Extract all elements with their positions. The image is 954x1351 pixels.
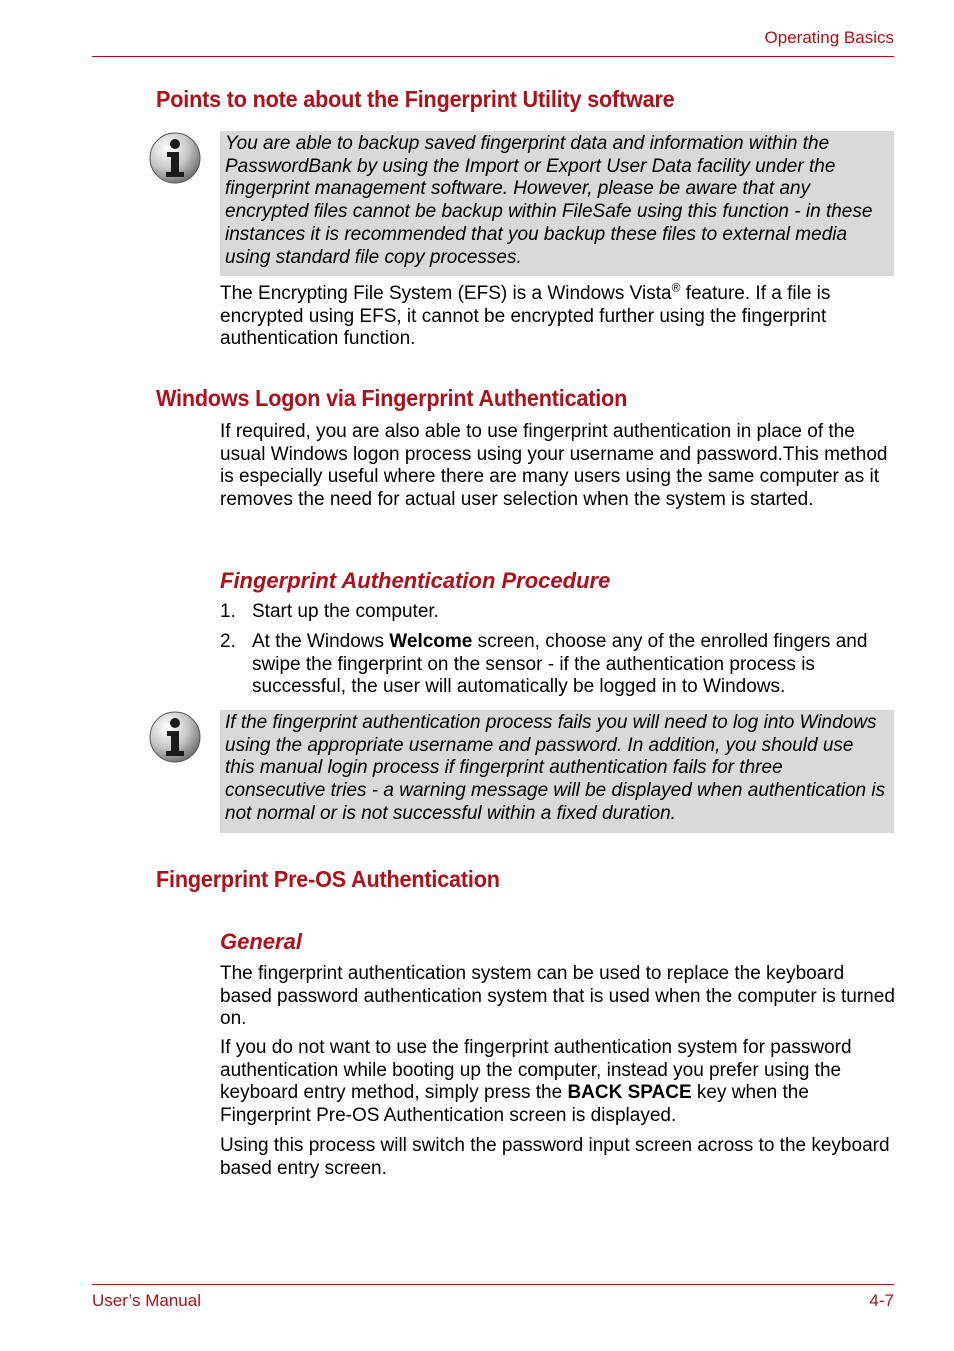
note-login-failure: If the fingerprint authentication process fails you will need to log into Windows using the appropriate username and password. In addition, you should use this manual login process if fingerprint authentication fails for three consecutive tries - a warning message will be displayed when authentication is not normal or is not successful within a fixed duration. bbox=[220, 710, 894, 833]
page-number: 4-7 bbox=[869, 1291, 894, 1310]
list-number: 1. bbox=[220, 601, 236, 622]
list-text: Start up the computer. bbox=[252, 601, 439, 622]
paragraph-preos-1: The fingerprint authentication system can be used to replace the keyboard based password authentication system that is used when the computer is turned on. bbox=[220, 963, 895, 1030]
heading-preos: Fingerprint Pre-OS Authentication bbox=[156, 866, 500, 892]
paragraph-preos-2: If you do not want to use the fingerprint authentication system for password authentication while booting up the computer, instead you prefer using the keyboard entry method, simply press the BACK SPACE key when the Fingerprint Pre-OS Authentication screen is displayed. bbox=[220, 1037, 852, 1127]
list-item bbox=[220, 601, 900, 624]
note-backup: You are able to backup saved fingerprint data and information within the PasswordBank by using the Import or Export User Data facility under the fingerprint management software. However, please be aware that any encrypted files cannot be backup within FileSafe using this function - in these instances it is recommended that you backup these files to external media using standard file copy processes. bbox=[220, 131, 894, 276]
heading-procedure: Fingerprint Authentication Procedure bbox=[220, 568, 611, 593]
footer-title: User’s Manual bbox=[92, 1291, 201, 1310]
paragraph-logon: If required, you are also able to use fingerprint authentication in place of the usual Windows logon process using your username and password.This method is especially useful where there are many users using the same computer as it removes the need for actual user selection when the system is started. bbox=[220, 421, 888, 511]
list-item bbox=[220, 631, 900, 701]
heading-windows-logon: Windows Logon via Fingerprint Authentication bbox=[156, 385, 628, 411]
info-icon bbox=[149, 132, 201, 184]
list-number: 2. bbox=[220, 631, 236, 652]
running-header: Operating Basics bbox=[764, 28, 894, 47]
footer-rule bbox=[92, 1284, 894, 1285]
paragraph-preos-3: Using this process will switch the password input screen across to the keyboard based entry screen. bbox=[220, 1135, 890, 1179]
header-rule bbox=[92, 56, 894, 57]
heading-general: General bbox=[220, 929, 302, 954]
list-text: At the Windows Welcome screen, choose any of the enrolled fingers and swipe the fingerprint on the sensor - if the authentication process is successful, the user will automatically be logged in to Windows. bbox=[252, 631, 868, 698]
heading-points-to-note: Points to note about the Fingerprint Utility software bbox=[156, 86, 675, 112]
info-icon bbox=[149, 711, 201, 763]
paragraph-efs: The Encrypting File System (EFS) is a Windows Vista® feature. If a file is encrypted using EFS, it cannot be encrypted further using the fingerprint authentication function. bbox=[220, 280, 831, 350]
